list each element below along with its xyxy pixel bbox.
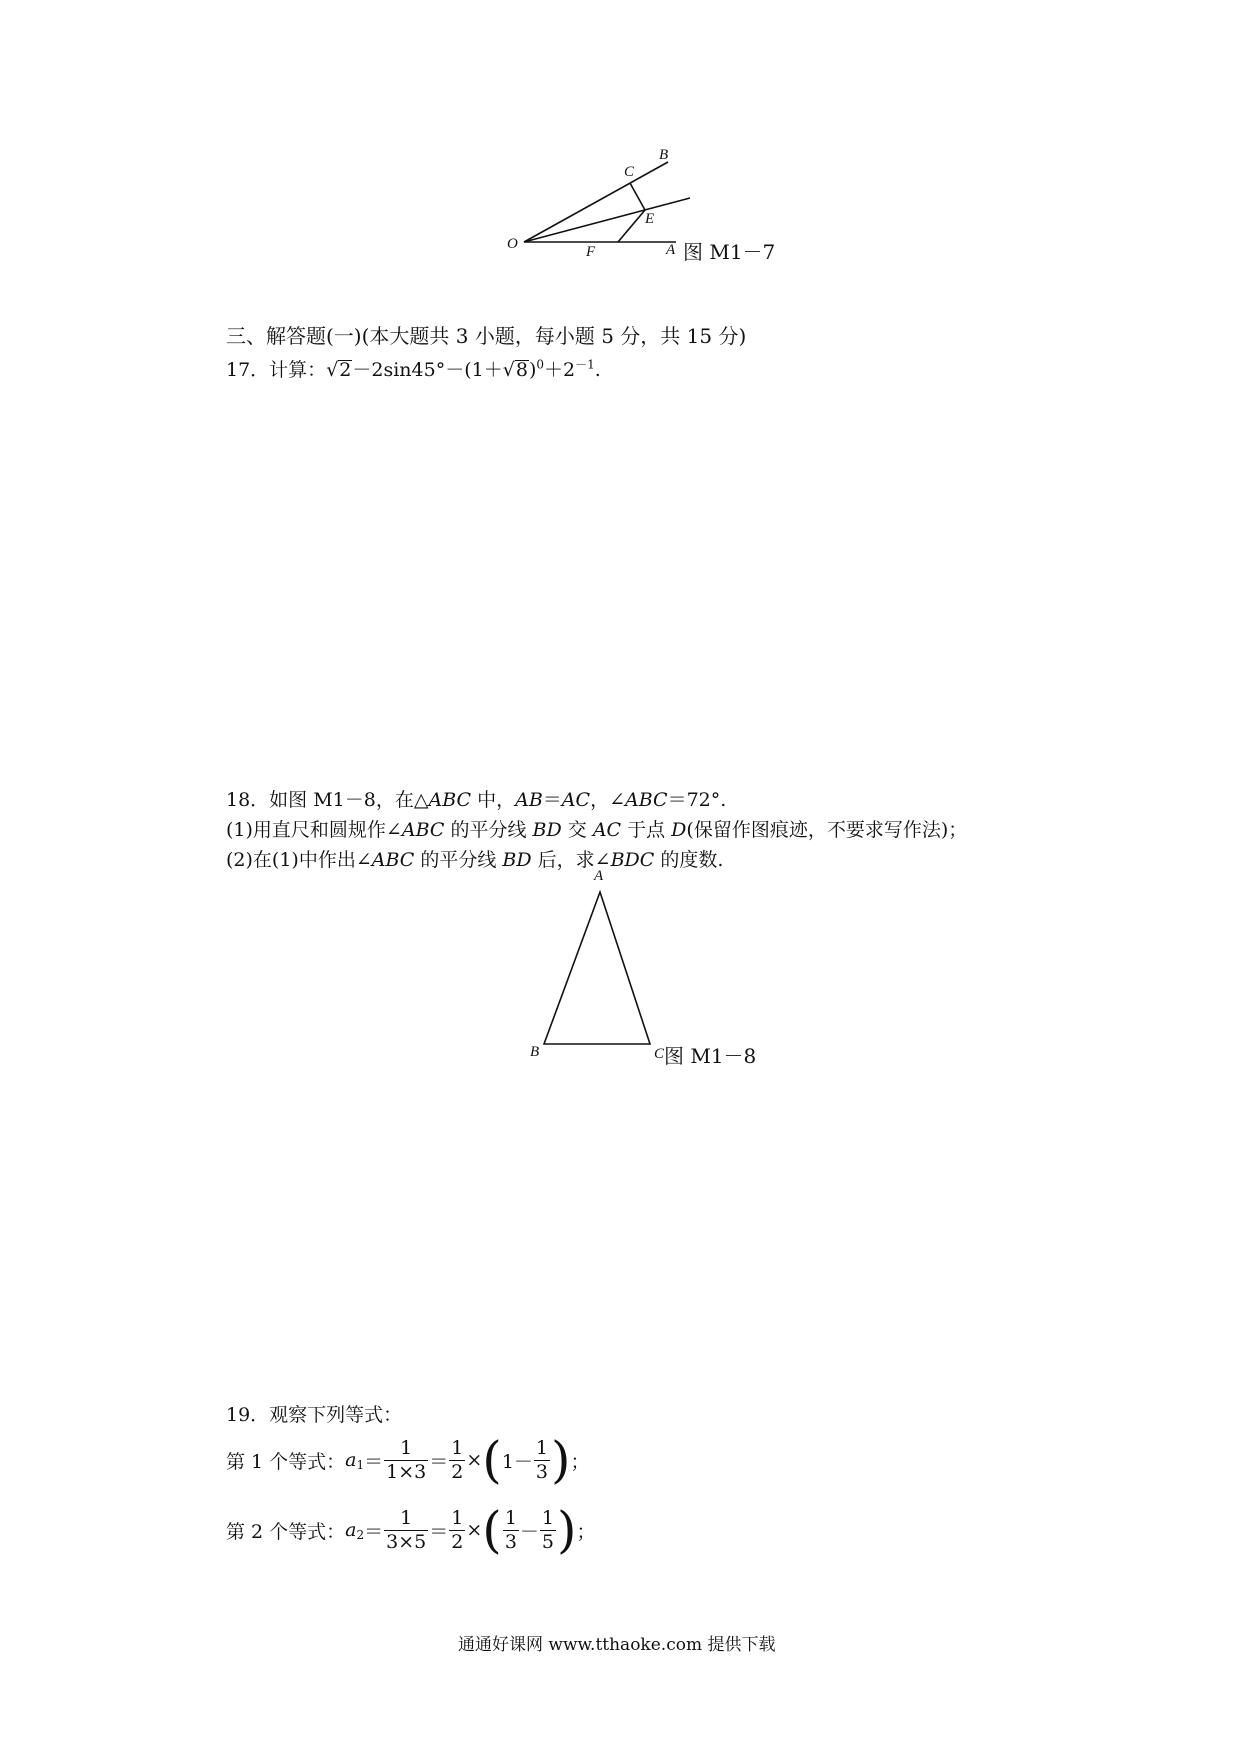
eq1-left-paren: ( xyxy=(482,1431,502,1489)
frac-numerator: 1 xyxy=(504,1506,517,1529)
q17-number: 17．计算： xyxy=(226,359,327,381)
q18-var: AC xyxy=(592,819,622,841)
eq2-end: ； xyxy=(576,1520,596,1543)
eq1-var: a xyxy=(345,1449,357,1471)
eq1-right-paren: ) xyxy=(551,1431,571,1489)
eq1-times: × xyxy=(466,1449,483,1471)
point-c-label: C xyxy=(624,164,635,180)
q18-var: ABC xyxy=(371,849,415,871)
frac-numerator: 1 xyxy=(451,1436,464,1459)
q18-text: 的平分线 xyxy=(414,849,503,871)
q18-var: BD xyxy=(502,849,532,871)
eq2-equals-2: ＝ xyxy=(429,1520,449,1543)
q18-var: ABC xyxy=(624,789,668,811)
eq1-frac-3 xyxy=(534,1437,550,1484)
triangle-point-b-label: B xyxy=(530,1044,540,1060)
eq1-prefix: 第 1 个等式： xyxy=(226,1450,346,1473)
sqrt-2: √2 xyxy=(326,359,352,381)
equation-2 xyxy=(226,1495,596,1565)
point-b-label: B xyxy=(659,147,669,163)
eq1-one-minus: 1－ xyxy=(501,1450,533,1473)
ray-oe xyxy=(524,198,690,242)
q17-close-paren: ) xyxy=(528,359,537,381)
q18-text: 交 xyxy=(561,819,593,841)
q18-text: 18．如图 M1－8，在△ xyxy=(226,789,429,811)
triangle-point-a-label: A xyxy=(594,868,604,884)
question-18-line-1 xyxy=(226,785,726,812)
q17-exponent-neg1: －1 xyxy=(575,357,595,372)
q18-text: ＝ xyxy=(542,789,562,811)
question-18-line-2 xyxy=(226,815,967,842)
q18-var: BDC xyxy=(610,849,655,871)
eq2-frac-3 xyxy=(503,1507,519,1554)
segment-ef xyxy=(618,210,645,242)
eq1-equals-2: ＝ xyxy=(429,1450,449,1473)
sqrt-8-radicand: 8 xyxy=(515,359,528,381)
page-footer: 通通好课网 www.tthaoke.com 提供下载 xyxy=(458,1635,776,1655)
q18-var: AB xyxy=(515,789,543,811)
frac-denominator: 2 xyxy=(451,1530,464,1553)
question-18-line-3 xyxy=(226,845,723,872)
figure-m1-8-caption: 图 M1－8 xyxy=(664,1044,757,1068)
frac-denominator: 2 xyxy=(451,1460,464,1483)
frac-numerator: 1 xyxy=(535,1436,548,1459)
frac-denominator: 3×5 xyxy=(386,1530,427,1553)
q17-exponent-0: 0 xyxy=(536,357,544,372)
q18-text: 的度数. xyxy=(654,849,724,871)
eq2-frac-4 xyxy=(540,1507,556,1554)
frac-numerator: 1 xyxy=(451,1506,464,1529)
ray-ob xyxy=(524,162,668,242)
eq2-left-paren: ( xyxy=(482,1501,502,1559)
eq1-sub: 1 xyxy=(356,1458,365,1472)
eq1-frac-1 xyxy=(384,1437,428,1484)
frac-denominator: 5 xyxy=(541,1530,555,1553)
eq2-right-paren: ) xyxy=(557,1501,577,1559)
q17-part-mid: －2sin45°－(1＋ xyxy=(352,359,503,381)
q18-text: 中， xyxy=(471,789,516,811)
frac-numerator: 1 xyxy=(541,1506,555,1529)
q18-text: 后，求∠ xyxy=(531,849,611,871)
q18-text: 于点 xyxy=(621,819,672,841)
frac-denominator: 3 xyxy=(535,1460,548,1483)
eq2-prefix: 第 2 个等式： xyxy=(226,1520,346,1543)
point-e-label: E xyxy=(645,211,655,227)
triangle-point-c-label: C xyxy=(654,1046,665,1062)
point-f-label: F xyxy=(586,244,596,260)
point-o-label: O xyxy=(507,236,518,252)
eq2-times: × xyxy=(466,1519,483,1541)
question-17 xyxy=(226,355,601,382)
eq1-equals: ＝ xyxy=(364,1450,384,1473)
q18-var: AC xyxy=(561,789,591,811)
q18-text: ，∠ xyxy=(590,789,625,811)
eq2-var: a xyxy=(345,1519,357,1541)
sqrt-2-radicand: 2 xyxy=(339,359,352,381)
point-a-label: A xyxy=(666,242,676,258)
question-19-intro: 19．观察下列等式： xyxy=(226,1404,403,1426)
section-3-heading: 三、解答题(一)(本大题共 3 小题，每小题 5 分，共 15 分) xyxy=(226,324,747,348)
eq1-frac-2 xyxy=(449,1437,465,1484)
eq2-frac-2 xyxy=(449,1507,465,1554)
eq2-equals: ＝ xyxy=(364,1520,384,1543)
segment-ce xyxy=(630,183,645,210)
equation-1 xyxy=(226,1425,590,1495)
q18-text: ＝72°. xyxy=(667,789,727,811)
frac-numerator: 1 xyxy=(384,1507,428,1531)
q18-text: (保留作图痕迹，不要求写作法)； xyxy=(686,819,968,841)
eq2-sub: 2 xyxy=(356,1528,365,1542)
q18-text: 的平分线 xyxy=(444,819,533,841)
q18-text: (1)用直尺和圆规作∠ xyxy=(226,819,402,841)
q18-var: ABC xyxy=(428,789,472,811)
sqrt-8: √8 xyxy=(502,359,528,381)
q17-plus-two: ＋2 xyxy=(544,359,576,381)
q18-var: ABC xyxy=(401,819,445,841)
q17-end: . xyxy=(594,359,601,381)
q18-text: (2)在(1)中作出∠ xyxy=(226,849,372,871)
frac-numerator: 1 xyxy=(384,1437,428,1461)
triangle-abc xyxy=(544,892,650,1044)
frac-denominator: 3 xyxy=(504,1530,517,1553)
q18-var: BD xyxy=(532,819,562,841)
eq1-end: ； xyxy=(570,1450,590,1473)
figure-m1-8 xyxy=(520,880,680,1060)
eq2-frac-1 xyxy=(384,1507,428,1554)
frac-denominator: 1×3 xyxy=(386,1460,427,1483)
figure-m1-7-caption: 图 M1－7 xyxy=(683,240,776,264)
eq2-minus: － xyxy=(519,1520,539,1543)
q18-var: D xyxy=(671,819,687,841)
